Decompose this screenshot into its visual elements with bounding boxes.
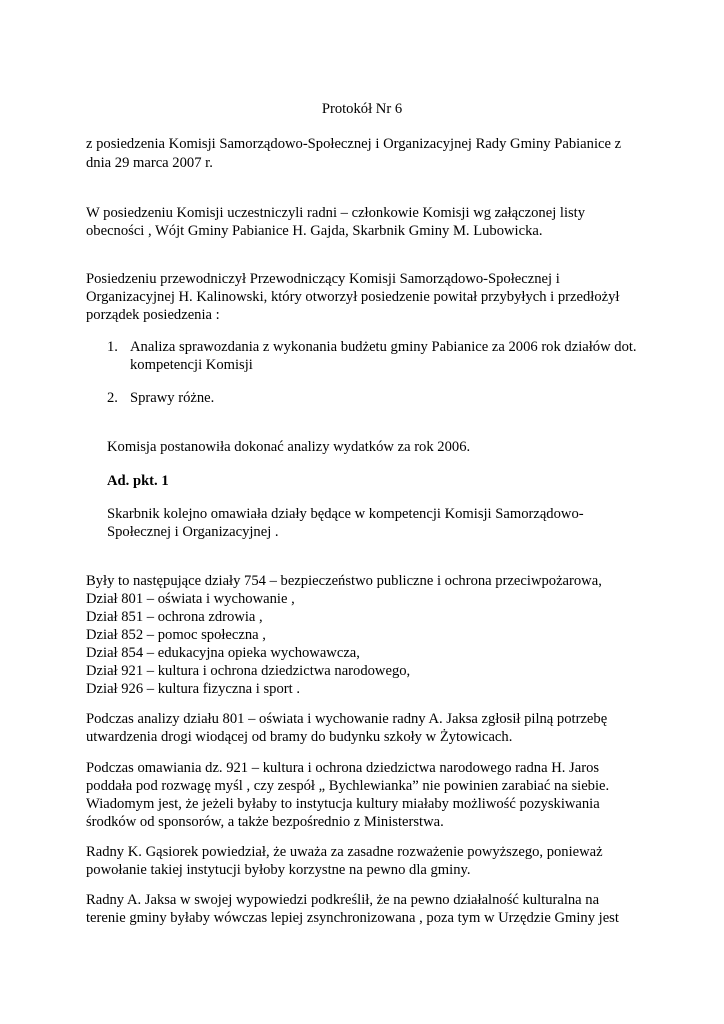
text-line: Społecznej i Organizacyjnej . — [107, 524, 279, 540]
department-line: Dział 851 – ochrona zdrowia , — [86, 609, 263, 625]
text-line: Skarbnik kolejno omawiała działy będące w kompetencji Komisji Samorządowo- — [107, 506, 584, 522]
document-title: Protokół Nr 6 — [321, 101, 403, 117]
text-line: Radny A. Jaksa w swojej wypowiedzi podkreślił, że na pewno działalność kulturalna na — [86, 892, 600, 908]
agenda-item-text: Sprawy różne. — [130, 390, 215, 406]
section-heading: Ad. pkt. 1 — [107, 473, 169, 489]
text-line: terenie gminy byłaby wówczas lepiej zsynchronizowana , poza tym w Urzędzie Gminy jest — [86, 910, 619, 926]
department-line: Dział 921 – kultura i ochrona dziedzictwa narodowego, — [86, 663, 411, 679]
text-line: środków od sponsorów, a także bezpośrednio z Ministerstwa. — [86, 814, 444, 830]
text-line: porządek posiedzenia : — [86, 307, 220, 323]
agenda-number: 1. — [107, 339, 118, 355]
agenda-item-text: Analiza sprawozdania z wykonania budżetu gminy Pabianice za 2006 rok działów dot. — [130, 339, 637, 355]
department-line: Dział 801 – oświata i wychowanie , — [86, 591, 295, 607]
text-line: Posiedzeniu przewodniczył Przewodniczący Komisji Samorządowo-Społecznej i — [86, 271, 560, 287]
text-line: Organizacyjnej H. Kalinowski, który otworzył posiedzenie powitał przybyłych i przedłożył — [86, 289, 620, 305]
department-line: Były to następujące działy 754 – bezpieczeństwo publiczne i ochrona przeciwpożarowa, — [86, 573, 602, 589]
text-line: Wiadomym jest, że jeżeli byłaby to instytucja kultury miałaby możliwość pozyskiwania — [86, 796, 600, 812]
text-line: utwardzenia drogi wiodącej od bramy do budynku szkoły w Żytowicach. — [86, 729, 513, 745]
text-line: powołanie takiej instytucji byłoby korzystne na pewno dla gminy. — [86, 862, 471, 878]
department-line: Dział 854 – edukacyjna opieka wychowawcza, — [86, 645, 360, 661]
text-line: Podczas analizy działu 801 – oświata i wychowanie radny A. Jaksa zgłosił pilną potrzebę — [86, 711, 608, 727]
text-line: poddała pod rozwagę myśl , czy zespół „ Bychlewianka” nie powinien zarabiać na siebie. — [86, 778, 610, 794]
department-line: Dział 926 – kultura fizyczna i sport . — [86, 681, 300, 697]
text-line: obecności , Wójt Gminy Pabianice H. Gajda, Skarbnik Gminy M. Lubowicka. — [86, 223, 543, 239]
text-line: dnia 29 marca 2007 r. — [86, 155, 213, 171]
text-line: Podczas omawiania dz. 921 – kultura i ochrona dziedzictwa narodowego radna H. Jaros — [86, 760, 600, 776]
text-line: Radny K. Gąsiorek powiedział, że uważa za zasadne rozważenie powyższego, ponieważ — [86, 844, 603, 860]
text-line: z posiedzenia Komisji Samorządowo-Społecznej i Organizacyjnej Rady Gminy Pabianice z — [86, 136, 622, 152]
text-line: W posiedzeniu Komisji uczestniczyli radni – członkowie Komisji wg załączonej listy — [86, 205, 586, 221]
agenda-item-text: kompetencji Komisji — [130, 357, 253, 373]
decision-line: Komisja postanowiła dokonać analizy wydatków za rok 2006. — [107, 439, 471, 455]
department-line: Dział 852 – pomoc społeczna , — [86, 627, 266, 643]
agenda-number: 2. — [107, 390, 118, 406]
